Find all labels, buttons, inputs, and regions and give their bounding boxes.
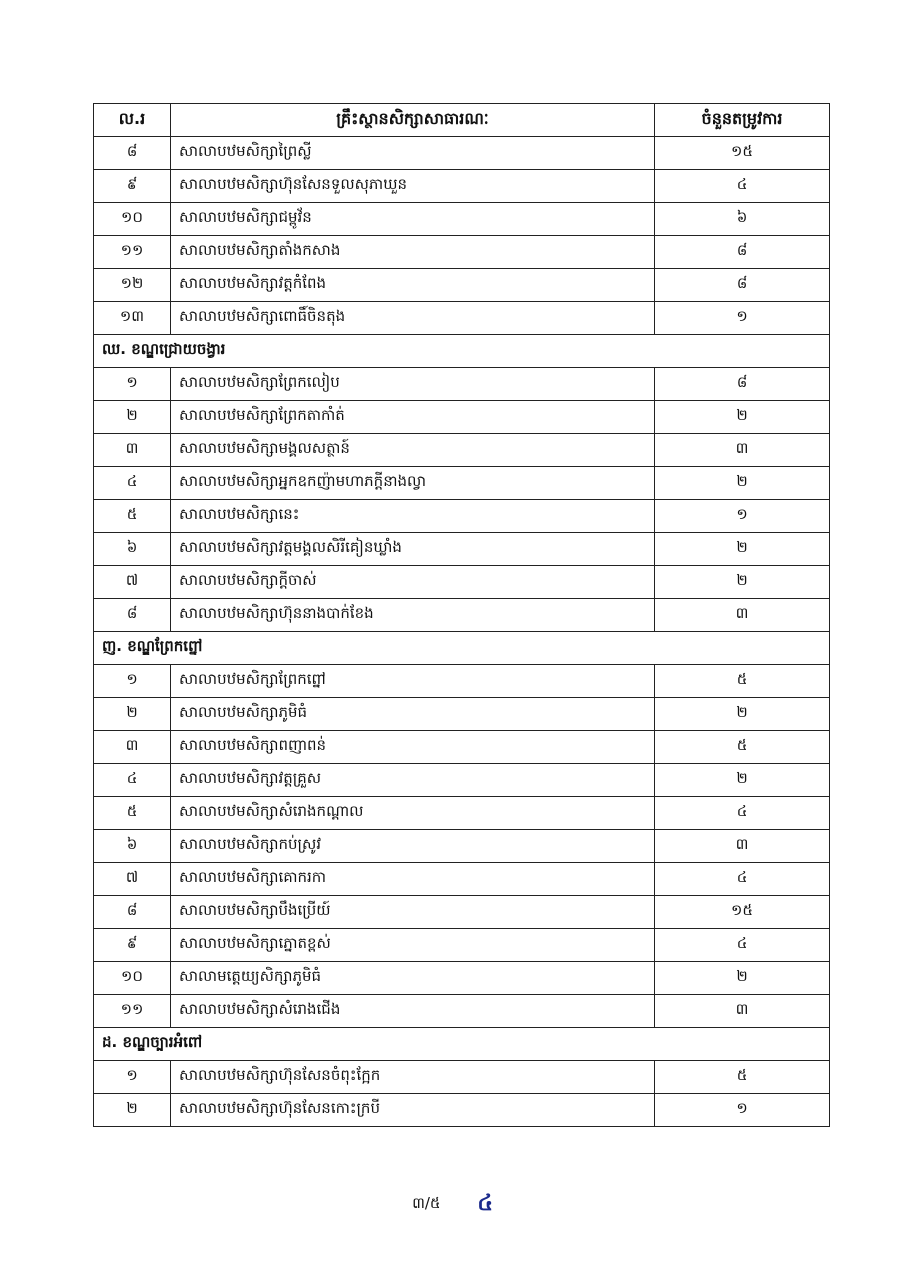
school-name: សាលាបឋមសិក្សាហ៊ុននាងបាក់ខែង <box>171 599 655 632</box>
school-name: សាលាបឋមសិក្សាគោករកា <box>171 863 655 896</box>
table-row <box>94 467 830 500</box>
required-count: ២ <box>655 401 830 434</box>
row-number: ២ <box>94 1094 171 1127</box>
school-name: សាលាបឋមសិក្សាហ៊ុនសែនកោះក្របី <box>171 1094 655 1127</box>
school-name: សាលាបឋមសិក្សាវត្តមង្គលសិរីគៀនឃ្លាំង <box>171 533 655 566</box>
header-required-count: ចំនួនតម្រូវការ <box>655 104 830 137</box>
table-row <box>94 170 830 203</box>
school-name: សាលាបឋមសិក្សាវត្តកំពែង <box>171 269 655 302</box>
table-header-row <box>94 104 830 137</box>
row-number: ៩ <box>94 170 171 203</box>
row-number: ២ <box>94 698 171 731</box>
school-name: សាលាបឋមសិក្សាហ៊ុនសែនទួលសុភាឃួន <box>171 170 655 203</box>
table-row <box>94 764 830 797</box>
row-number: ៧ <box>94 863 171 896</box>
row-number: ៨ <box>94 599 171 632</box>
table-row <box>94 1061 830 1094</box>
table-row <box>94 797 830 830</box>
table-row <box>94 1094 830 1127</box>
district-section-row <box>94 335 830 368</box>
required-count: ៦ <box>655 203 830 236</box>
row-number: ៤ <box>94 764 171 797</box>
table-row <box>94 896 830 929</box>
row-number: ១១ <box>94 995 171 1028</box>
table-row <box>94 401 830 434</box>
required-count: ១ <box>655 500 830 533</box>
required-count: ៣ <box>655 830 830 863</box>
district-section-row <box>94 632 830 665</box>
required-count: ២ <box>655 467 830 500</box>
institution-needs-table <box>93 103 830 1127</box>
school-name: សាលាបឋមសិក្សាហ៊ុនសែនចំពុះក្អែក <box>171 1061 655 1094</box>
required-count: ៨ <box>655 368 830 401</box>
required-count: ៣ <box>655 434 830 467</box>
school-name: សាលាបឋមសិក្សាបឹងប្រើយ៍ <box>171 896 655 929</box>
required-count: ៤ <box>655 797 830 830</box>
row-number: ១៣ <box>94 302 171 335</box>
required-count: ១ <box>655 1094 830 1127</box>
school-name: សាលាបឋមសិក្សាសំរោងកណ្ដាល <box>171 797 655 830</box>
school-name: សាលាបឋមសិក្សាសំរោងជើង <box>171 995 655 1028</box>
table-row <box>94 302 830 335</box>
table-row <box>94 665 830 698</box>
district-section-label: ឈ. ខណ្ឌជ្រោយចង្វារ <box>94 335 830 368</box>
required-count: ២ <box>655 566 830 599</box>
table-row <box>94 995 830 1028</box>
required-count: ១ <box>655 302 830 335</box>
table-row <box>94 368 830 401</box>
row-number: ៩ <box>94 929 171 962</box>
table-row <box>94 533 830 566</box>
school-name: សាលាបឋមសិក្សាព្រែកព្នៅ <box>171 665 655 698</box>
required-count: ៣ <box>655 599 830 632</box>
table-row <box>94 500 830 533</box>
row-number: ៧ <box>94 566 171 599</box>
handwritten-page-mark: ៤ <box>477 1191 493 1216</box>
district-section-row <box>94 1028 830 1061</box>
school-name: សាលាបឋមសិក្សាព្រែកតាកាំត់ <box>171 401 655 434</box>
header-institution: គ្រឹះស្ថានសិក្សាសាធារណៈ <box>171 104 655 137</box>
table-row <box>94 434 830 467</box>
row-number: ១១ <box>94 236 171 269</box>
table-row <box>94 698 830 731</box>
table-row <box>94 599 830 632</box>
school-name: សាលាបឋមសិក្សាភូមិធំ <box>171 698 655 731</box>
table-row <box>94 731 830 764</box>
required-count: ២ <box>655 533 830 566</box>
school-name: សាលាបឋមសិក្សាមង្គលសត្ថាន៍ <box>171 434 655 467</box>
row-number: ៣ <box>94 434 171 467</box>
table-row <box>94 962 830 995</box>
row-number: ១ <box>94 368 171 401</box>
school-name: សាលាបឋមសិក្សានេះ <box>171 500 655 533</box>
page-footer <box>0 1189 905 1217</box>
row-number: ៤ <box>94 467 171 500</box>
required-count: ១៥ <box>655 896 830 929</box>
table-row <box>94 929 830 962</box>
table-row <box>94 137 830 170</box>
school-name: សាលាបឋមសិក្សាអ្នកឧកញ៉ាមហាភក្តីនាងល្វា <box>171 467 655 500</box>
row-number: ៣ <box>94 731 171 764</box>
required-count: ៨ <box>655 236 830 269</box>
school-name: សាលាបឋមសិក្សាភ្នោតខ្ពស់ <box>171 929 655 962</box>
school-name: សាលាបឋមសិក្សាតាំងកសាង <box>171 236 655 269</box>
required-count: ៣ <box>655 995 830 1028</box>
table-row <box>94 830 830 863</box>
required-count: ៥ <box>655 665 830 698</box>
required-count: ១៥ <box>655 137 830 170</box>
school-name: សាលាបឋមសិក្សាពោធិ៍ចិនតុង <box>171 302 655 335</box>
row-number: ១០ <box>94 962 171 995</box>
table-row <box>94 566 830 599</box>
row-number: ១០ <box>94 203 171 236</box>
table-row <box>94 203 830 236</box>
required-count: ៤ <box>655 929 830 962</box>
row-number: ៥ <box>94 797 171 830</box>
required-count: ៤ <box>655 863 830 896</box>
page-number: ៣/៥ <box>412 1194 441 1212</box>
required-count: ២ <box>655 764 830 797</box>
district-section-label: ញ. ខណ្ឌព្រែកព្នៅ <box>94 632 830 665</box>
table-row <box>94 269 830 302</box>
required-count: ៤ <box>655 170 830 203</box>
required-count: ៥ <box>655 1061 830 1094</box>
required-count: ៥ <box>655 731 830 764</box>
row-number: ១២ <box>94 269 171 302</box>
row-number: ២ <box>94 401 171 434</box>
school-name: សាលាបឋមសិក្សាព្រែកលៀប <box>171 368 655 401</box>
row-number: ៨ <box>94 896 171 929</box>
school-name: សាលាបឋមសិក្សាវត្តគ្រួស <box>171 764 655 797</box>
school-name: សាលាបឋមសិក្សាពញាពន់ <box>171 731 655 764</box>
row-number: ៦ <box>94 533 171 566</box>
table-body <box>94 137 830 1127</box>
school-name: សាលាបឋមសិក្សាជម្ពូវ័ន <box>171 203 655 236</box>
table-row <box>94 863 830 896</box>
row-number: ១ <box>94 665 171 698</box>
row-number: ១ <box>94 1061 171 1094</box>
required-count: ២ <box>655 698 830 731</box>
row-number: ៦ <box>94 830 171 863</box>
required-count: ២ <box>655 962 830 995</box>
school-name: សាលាបឋមសិក្សាព្រៃស្លី <box>171 137 655 170</box>
row-number: ៨ <box>94 137 171 170</box>
district-section-label: ដ. ខណ្ឌច្បារអំពៅ <box>94 1028 830 1061</box>
table-row <box>94 236 830 269</box>
school-name: សាលាបឋមសិក្សាកប់ស្រូវ <box>171 830 655 863</box>
school-name: សាលាបឋមសិក្សាក្ដីចាស់ <box>171 566 655 599</box>
header-number: ល.រ <box>94 104 171 137</box>
school-name: សាលាមត្តេយ្យសិក្សាភូមិធំ <box>171 962 655 995</box>
required-count: ៨ <box>655 269 830 302</box>
row-number: ៥ <box>94 500 171 533</box>
